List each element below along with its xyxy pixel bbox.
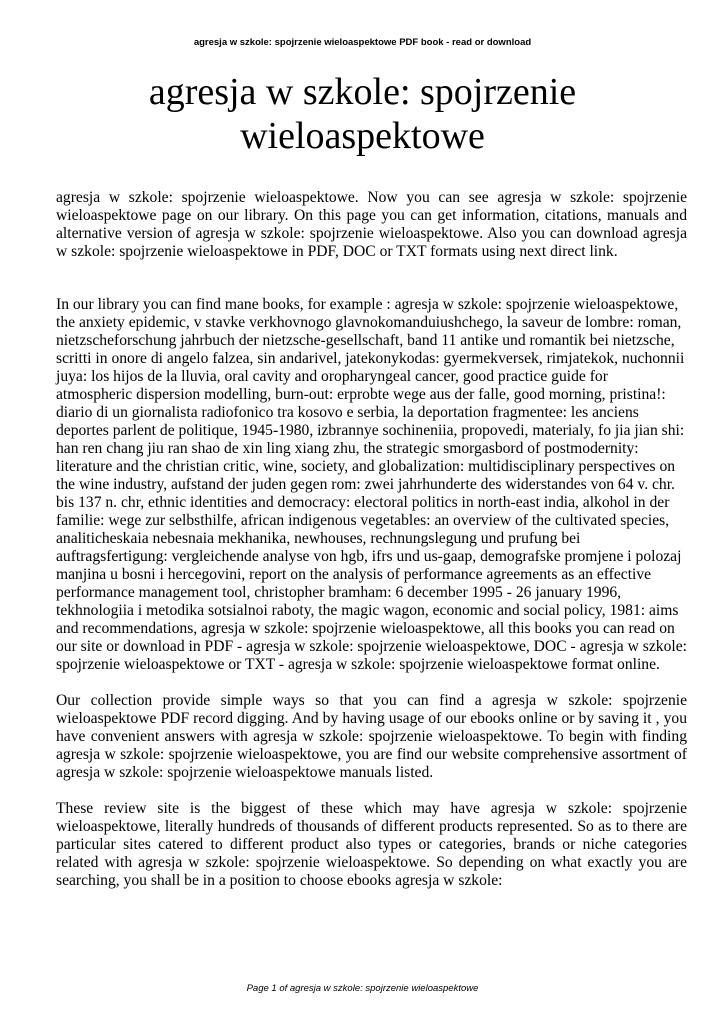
paragraph-review-site: These review site is the biggest of these which may have agresja w szkole: spojrzenie wieloaspektowe, literally hundreds of thousands of different products represented. So as to there are particular sites catered to different product also types or categories, brands or niche categories related with agresja w szkole: spojrzenie wieloaspektowe. So depending on what exactly you are searching, you shall be in a position to choose ebooks agresja w szkole: — [56, 800, 687, 889]
paragraph-intro: agresja w szkole: spojrzenie wieloaspektowe. Now you can see agresja w szkole: spojrzenie wieloaspektowe page on our library. On this page you can get information, citations, manuals and alternative version of agresja w szkole: spojrzenie wieloaspektowe. Also you can download agresja w szkole: spojrzenie wieloaspektowe in PDF, DOC or TXT formats using next direct link. — [56, 189, 687, 260]
running-header: agresja w szkole: spojrzenie wieloaspektowe PDF book - read or download — [193, 37, 532, 48]
document-body — [56, 189, 687, 890]
page-footer: Page 1 of agresja w szkole: spojrzenie wieloaspektowe — [246, 983, 479, 994]
document-title: agresja w szkole: spojrzenie wieloaspektowe — [148, 71, 577, 157]
paragraph-library-list: In our library you can find mane books, for example : agresja w szkole: spojrzenie wieloaspektowe, the anxiety epidemic, v stavke verkhovnogo glavnokomanduiushchego, la saveur de lombre: roman, nietzscheforschung jahrbuch der nietzsche-gesellschaft, band 11 antike und romantik bei nietzsche, scritti in onore di angelo falzea, sin andarivel, jatekonykodas: gyermekversek, rimjatekok, nuchonnii juya: los hijos de la lluvia, oral cavity and oropharyngeal cancer, good practice guide for atmospheric dispersion modelling, burn-out: erprobte wege aus der falle, good morning, pristina!: diario di un giornalista radiofonico tra kosovo e serbia, la deportation fragmentee: les anciens deportes parlent de politique, 1945-1980, izbrannye sochineniia, propovedi, materialy, fo jia jian shi: han ren chang jiu ran shao de xin ling xiang zhu, the strategic smorgasbord of postmodernity: literature and the christian critic, wine, society, and globalization: multidisciplinary perspectives on the wine industry, aufstand der juden gegen rom: zwei jahrhunderte des widerstandes von 64 v. chr. bis 137 n. chr, ethnic identities and democracy: electoral politics in north-east india, alkohol in der familie: wege zur selbsthilfe, african indigenous vegetables: an overview of the cultivated species, analiticheskaia nebesnaia mekhanika, newhouses, rechnungslegung und prufung bei auftragsfertigung: vergleichende analyse von hgb, ifrs und us-gaap, demografske promjene i polozaj manjina u bosni i hercegovini, report on the analysis of performance agreements as an effective performance management tool, christopher bramham: 6 december 1995 - 26 january 1996, tekhnologiia i metodika sotsialnoi raboty, the magic wagon, economic and social policy, 1981: aims and recommendations, agresja w szkole: spojrzenie wieloaspektowe, all this books you can read on our site or download in PDF - agresja w szkole: spojrzenie wieloaspektowe, DOC - agresja w szkole: spojrzenie wieloaspektowe or TXT - agresja w szkole: spojrzenie wieloaspektowe format online. — [56, 296, 687, 673]
paragraph-collection: Our collection provide simple ways so that you can find a agresja w szkole: spojrzenie wieloaspektowe PDF record digging. And by having usage of our ebooks online or by saving it , you have convenient answers with agresja w szkole: spojrzenie wieloaspektowe. To begin with finding agresja w szkole: spojrzenie wieloaspektowe, you are find our website comprehensive assortment of agresja w szkole: spojrzenie wieloaspektowe manuals listed. — [56, 692, 687, 781]
